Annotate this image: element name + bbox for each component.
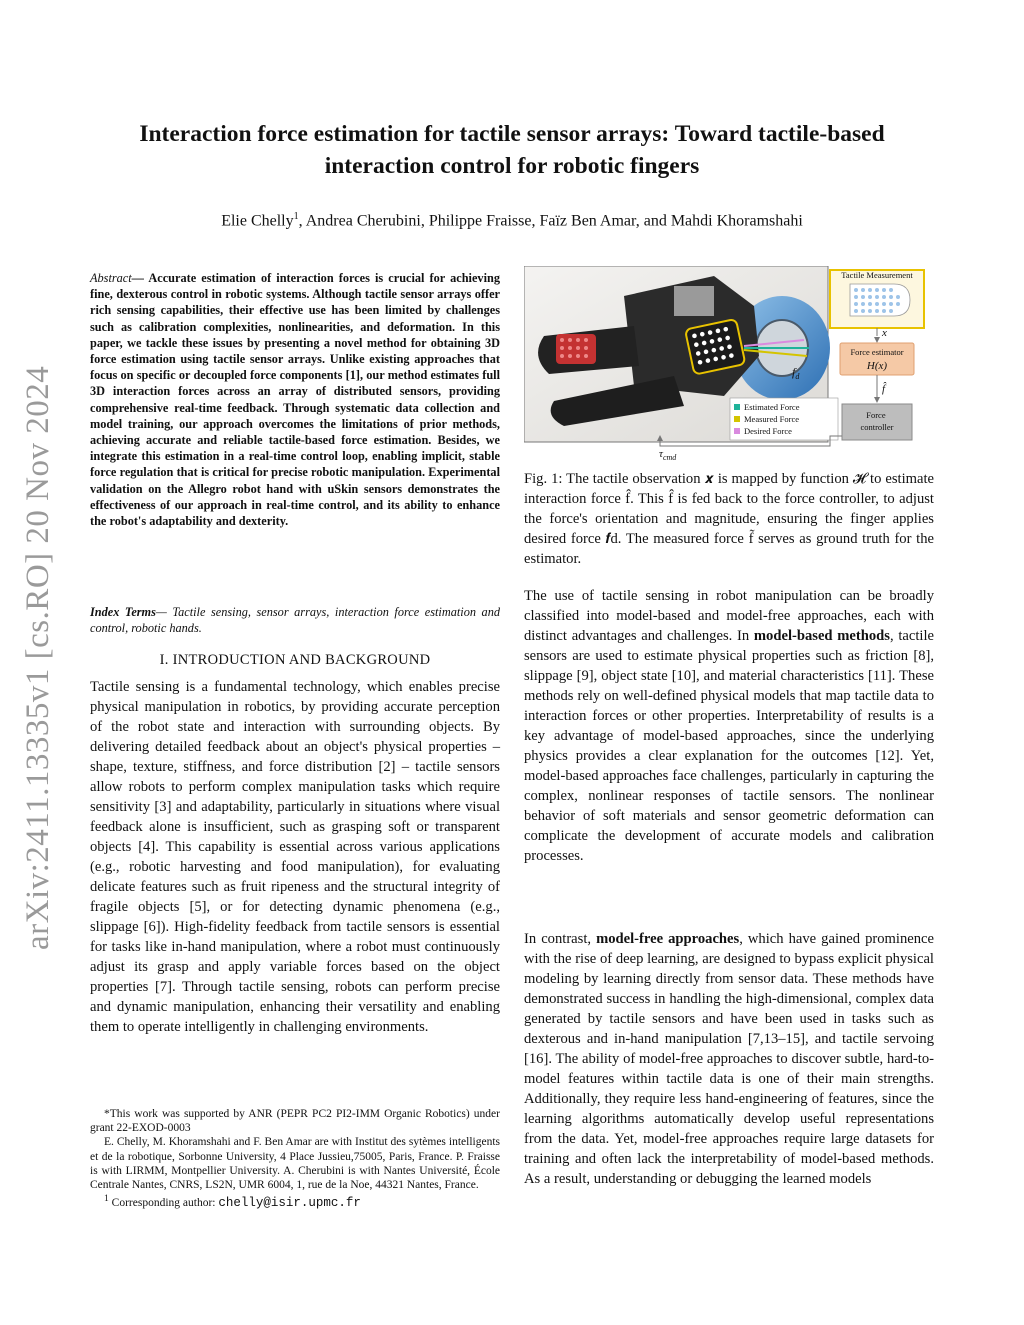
footnotes (90, 1107, 500, 1210)
other-authors: , Andrea Cherubini, Philippe Fraisse, Faïz Ben Amar, and Mahdi Khoramshahi (298, 212, 803, 230)
footnote-mark: 1 (104, 1193, 109, 1205)
p2-bold: model-free approaches (596, 931, 740, 947)
figure-1 (524, 266, 926, 460)
email-link[interactable]: chelly@isir.upmc.fr (218, 1196, 361, 1211)
p1-text-c: , tactile sensors are used to estimate physical properties such as friction [8], slippage [9], object state [10], and material characteristics [11]. These methods rely on well-defined physical models that map tactile data to interaction forces or other properties. Interpretability of results is a key advantage of model-based approaches, since the underlying physics provides a clear explanation for the outcomes [12]. Yet, model-based approaches face challenges, particularly in capturing the complex, nonlinear responses of tactile sensors. The nonlinear behavior of soft materials and sensor geometric deformation can complicate the development of accurate models and calibration processes. (524, 628, 934, 864)
corresponding-footnote (90, 1192, 500, 1210)
arxiv-stamp: arXiv:2411.13335v1 [cs.RO] 20 Nov 2024 (20, 365, 56, 950)
abstract (90, 270, 500, 529)
fd-label: $f_d$ (792, 365, 800, 381)
taxel-map (850, 284, 910, 316)
index-terms-text: — Tactile sensing, sensor arrays, interaction force estimation and control, robotic hands. (90, 605, 501, 636)
tactile-measurement-label: Tactile Measurement (841, 270, 913, 280)
paper-title: Interaction force estimation for tactile sensor arrays: Toward tactile-based interaction control for robotic fingers (139, 121, 885, 179)
author-footnote-mark: 1 (293, 211, 299, 222)
funding-footnote: *This work was supported by ANR (PEPR PC2 PI2-IMM Organic Robotics) under grant 22-EXOD-0003 (90, 1108, 500, 1135)
intro-paragraph: Tactile sensing is a fundamental technology, which enables precise physical manipulation in robotics, by providing accurate perception of the robot state and interaction with surrounding objects. By delivering detailed feedback about an object's physical properties – shape, texture, stiffness, and force distribution [2] – tactile sensors allow robots to perform complex manipulation tasks which require sensitivity [3] and adaptability, particularly in situations where visual feedback alone is insufficient, such as grasping soft or transparent objects [4]. This capability is essential across various applications (e.g., robotic harvesting and food manipulation), for evaluating delicate features such as fruit ripeness and the structural integrity of fragile objects [5], or for detecting dynamic phenomena (e.g., slippage [6]). High-fidelity feedback from tactile sensors is essential for tasks like in-hand manipulation, where a robot must continuously adjust its grasp and apply variable forces based on the object properties [7]. Through tactile sensing, robots can perform precise and dynamic manipulation, enhancing their versatility and enabling them to operate intelligently in challenging environments. (90, 679, 500, 1035)
abstract-text: — Accurate estimation of interaction forces is crucial for achieving fine, dexterous control in robotic systems. Although tactile sensor arrays offer rich sensing capabilities, their effective use has been limited by challenges such as calibration complexities, nonlinearities, and deformation. In this paper, we tackle these issues by presenting a novel method for obtaining 3D force estimation using tactile sensor arrays. Unlike existing approaches that focus on specific or decoupled force components [1], our method estimates full 3D interaction forces across an array of distributed sensors, providing comprehensive real-time feedback. Through systematic data collection and model training, our approach overcomes the limitations of prior methods, achieving accurate and reliable tactile-based force estimation. Besides, we integrate this estimation in a real-time control loop, enabling implicit, stable force regulation that is critical for precise robotic manipulation. Experimental validation on the Allegro robot hand with uSkin sensors demonstrates the effectiveness of our approach in real-time control, and its ability to enhance the robot's adaptability and dexterity. (90, 271, 500, 529)
legend-desired: Desired Force (744, 426, 792, 436)
figure-caption: Fig. 1: The tactile observation 𝒙 is mapped by function 𝓗 to estimate interaction force f̂. This f̂ is fed back to the force controller, to adjust the force's orientation and magnitude, ensuring the finger applies desired force 𝒇d. The measured force f̃ serves as ground truth for the estimator. (524, 471, 934, 567)
p1-bold: model-based methods (753, 628, 890, 644)
first-author: Elie Chelly (221, 212, 294, 230)
figure-1-diagram (524, 266, 926, 460)
controller-line-2: controller (860, 422, 894, 432)
p2-text-a: In contrast, (524, 931, 597, 947)
tau-label: $\tau_{cmd}$ (659, 448, 677, 460)
estimator-function: H(x) (866, 360, 888, 372)
right-paragraph-2 (524, 929, 934, 1189)
legend-estimated: Estimated Force (744, 402, 800, 412)
legend-swatch-desired (734, 428, 740, 434)
affiliation-footnote: E. Chelly, M. Khoramshahi and F. Ben Amar are with Institut des sytèmes intelligents et de la robotique, Sorbonne University, 4 Place Jussieu,75005, Paris, France. P. Fraisse is with LIRMM, Montpellier University. A. Cherubini is with Nantes Université, École Centrale Nantes, CNRS, LS2N, UMR 6004, 1, rue de la Noe, 44321 Nantes, France. (90, 1136, 500, 1192)
p1-text-a: The use of tactile sensing in robot manipulation can be broadly classified into model-based and model-free approaches, each with distinct advantages and challenges. In (524, 588, 934, 644)
tactile-sensor (685, 319, 745, 375)
index-terms (90, 604, 500, 636)
legend-swatch-measured (734, 416, 740, 422)
p2-text-c: , which have gained prominence with the rise of deep learning, are designed to bypass explicit physical modeling by learning directly from sensor data. These methods have demonstrated success in handling the high-dimensional, complex data generated by tactile sensors and have been used in tasks such as dexterous and in-hand manipulation [7,13–15], and tactile servoing [16]. The ability of model-free approaches to discover subtle, hard-to-model features within tactile data is one of their main strengths. Additionally, they require less hand-engineering of features, since the learning algorithms automatically develop useful representations from the data. Yet, model-free approaches require large datasets for training and often lack the interpretability of model-based methods. As a result, understanding or debugging the learned models (524, 931, 934, 1187)
author-list (100, 211, 924, 230)
right-paragraph-1 (524, 586, 934, 866)
index-terms-label: Index Terms (90, 605, 156, 619)
footnote-text: Corresponding author: (108, 1197, 219, 1210)
x-label: x (882, 327, 887, 339)
legend-swatch-estimated (734, 404, 740, 410)
f-hat-label: f̂ (882, 383, 886, 395)
controller-line-1: Force (866, 410, 886, 420)
force-estimator-label: Force estimator (850, 347, 904, 357)
legend-measured: Measured Force (744, 414, 799, 424)
abstract-label: Abstract (90, 271, 132, 285)
section-heading: I. INTRODUCTION AND BACKGROUND (159, 652, 431, 668)
